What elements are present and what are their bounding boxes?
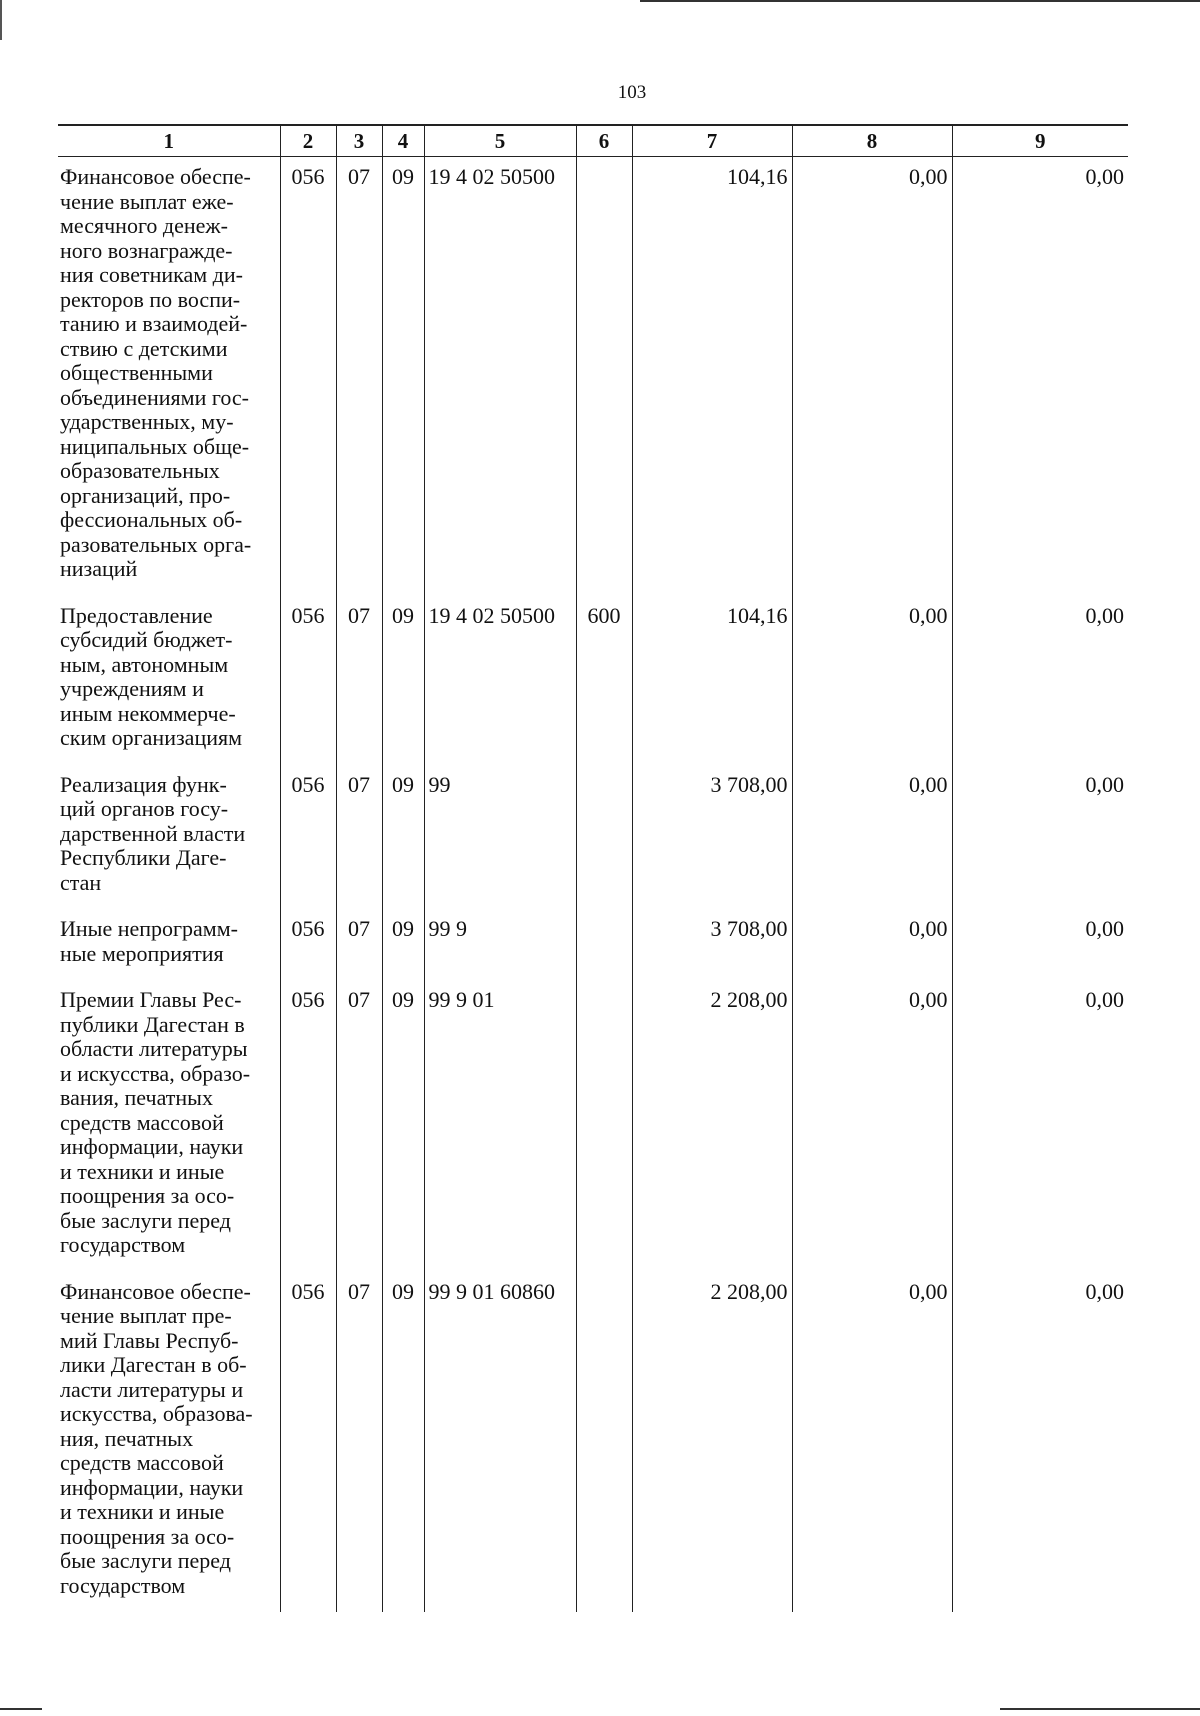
row-name-line: чение выплат пре- bbox=[60, 1303, 232, 1328]
row-ministry-code: 056 bbox=[280, 765, 336, 910]
row-name-line: ния советникам ди- bbox=[60, 262, 243, 287]
row-amount-col7: 3 708,00 bbox=[632, 909, 792, 980]
row-section-code: 07 bbox=[336, 980, 382, 1272]
row-name-line: ния, печатных bbox=[60, 1425, 194, 1451]
row-target-article: 99 9 01 bbox=[424, 980, 576, 1272]
table-row bbox=[58, 765, 1128, 910]
row-amount-col9: 0,00 bbox=[952, 596, 1128, 765]
row-expense-type bbox=[576, 909, 632, 980]
row-name-line: разовательных орга- bbox=[60, 531, 252, 557]
budget-table bbox=[58, 124, 1128, 1612]
row-name-cell bbox=[58, 596, 280, 765]
header-col-6: 6 bbox=[576, 125, 632, 157]
row-name-line: государством bbox=[60, 1572, 186, 1598]
row-name-line: и искусства, образо- bbox=[60, 1060, 251, 1086]
row-target-article: 99 9 01 60860 bbox=[424, 1272, 576, 1613]
row-name-line: месячного денеж- bbox=[60, 213, 228, 238]
header-col-9: 9 bbox=[952, 125, 1128, 157]
row-subsection-code: 09 bbox=[382, 765, 424, 910]
row-name-line: танию и взаимодей- bbox=[60, 311, 248, 336]
row-name-line: Премии Главы Рес- bbox=[60, 987, 242, 1012]
row-name-line: Республики Даге- bbox=[60, 845, 227, 870]
page-number: 103 bbox=[617, 82, 647, 103]
row-amount-col7: 2 208,00 bbox=[632, 1272, 792, 1613]
row-amount-col8: 0,00 bbox=[792, 765, 952, 910]
row-name-line: ного вознагражде- bbox=[60, 237, 233, 263]
row-name-line: мий Главы Респуб- bbox=[60, 1327, 239, 1353]
table-row bbox=[58, 980, 1128, 1272]
table-row bbox=[58, 909, 1128, 980]
row-expense-type bbox=[576, 765, 632, 910]
row-name-line: информации, науки bbox=[60, 1474, 244, 1500]
header-col-3: 3 bbox=[336, 125, 382, 157]
row-name-line: чение выплат еже- bbox=[60, 188, 234, 214]
row-name-line: учреждениям и bbox=[60, 676, 204, 701]
row-name-line: лики Дагестан в об- bbox=[60, 1352, 247, 1377]
row-name-line: стан bbox=[60, 869, 102, 895]
row-name-line: ниципальных обще- bbox=[60, 433, 250, 459]
row-name-line: информации, науки bbox=[60, 1134, 244, 1159]
row-name-line: ций органов госу- bbox=[60, 796, 229, 821]
header-col-2: 2 bbox=[280, 125, 336, 157]
row-ministry-code: 056 bbox=[280, 157, 336, 596]
row-amount-col7: 104,16 bbox=[632, 596, 792, 765]
header-col-5: 5 bbox=[424, 125, 576, 157]
row-subsection-code: 09 bbox=[382, 596, 424, 765]
row-name-line: публики Дагестан в bbox=[60, 1011, 245, 1037]
row-name-cell bbox=[58, 980, 280, 1272]
row-name-line: поощрения за осо- bbox=[60, 1183, 235, 1208]
row-name-line: средств массовой bbox=[60, 1450, 224, 1475]
row-amount-col7: 104,16 bbox=[632, 157, 792, 596]
row-name-line: поощрения за осо- bbox=[60, 1523, 235, 1549]
row-name-line: Иные непрограмм- bbox=[60, 916, 238, 941]
row-name-line: государством bbox=[60, 1232, 186, 1257]
table-row bbox=[58, 157, 1128, 596]
row-expense-type bbox=[576, 157, 632, 596]
row-expense-type bbox=[576, 980, 632, 1272]
row-name-line: бые заслуги перед bbox=[60, 1207, 231, 1233]
row-ministry-code: 056 bbox=[280, 596, 336, 765]
row-name-line: области литературы bbox=[60, 1036, 248, 1061]
row-name-line: ным, автономным bbox=[60, 651, 229, 677]
row-section-code: 07 bbox=[336, 1272, 382, 1613]
row-name-cell bbox=[58, 909, 280, 980]
row-name-cell bbox=[58, 1272, 280, 1613]
row-name-line: и техники и иные bbox=[60, 1499, 225, 1524]
row-section-code: 07 bbox=[336, 909, 382, 980]
row-expense-type bbox=[576, 1272, 632, 1613]
row-name-line: ные мероприятия bbox=[60, 940, 224, 966]
row-amount-col8: 0,00 bbox=[792, 980, 952, 1272]
row-name-line: ским организациям bbox=[60, 725, 243, 750]
row-amount-col8: 0,00 bbox=[792, 157, 952, 596]
row-name-line: организаций, про- bbox=[60, 482, 231, 508]
table-row bbox=[58, 596, 1128, 765]
row-section-code: 07 bbox=[336, 596, 382, 765]
row-name-line: Реализация функ- bbox=[60, 771, 227, 797]
row-name-line: Финансовое обеспе- bbox=[60, 164, 251, 189]
row-name-line: дарственной власти bbox=[60, 820, 246, 846]
row-name-line: общественными bbox=[60, 360, 213, 385]
row-name-line: объединениями гос- bbox=[60, 384, 249, 410]
row-name-line: ласти литературы и bbox=[60, 1376, 244, 1402]
row-name-line: Финансовое обеспе- bbox=[60, 1278, 251, 1304]
header-col-7: 7 bbox=[632, 125, 792, 157]
row-target-article: 99 9 bbox=[424, 909, 576, 980]
row-amount-col9: 0,00 bbox=[952, 157, 1128, 596]
row-amount-col8: 0,00 bbox=[792, 1272, 952, 1613]
table-header-row bbox=[58, 125, 1128, 157]
row-ministry-code: 056 bbox=[280, 1272, 336, 1613]
row-name-line: ствию с детскими bbox=[60, 335, 228, 361]
row-name-line: средств массовой bbox=[60, 1109, 224, 1135]
row-target-article: 19 4 02 50500 bbox=[424, 596, 576, 765]
row-name-line: ректоров по воспи- bbox=[60, 286, 241, 312]
row-name-line: иным некоммерче- bbox=[60, 700, 236, 726]
scan-bottom-rule-left bbox=[0, 1708, 42, 1710]
row-subsection-code: 09 bbox=[382, 909, 424, 980]
scan-top-rule bbox=[640, 0, 1200, 2]
row-name-line: образовательных bbox=[60, 458, 220, 483]
row-section-code: 07 bbox=[336, 765, 382, 910]
row-ministry-code: 056 bbox=[280, 980, 336, 1272]
scan-left-edge bbox=[0, 0, 2, 40]
row-ministry-code: 056 bbox=[280, 909, 336, 980]
row-name-cell bbox=[58, 765, 280, 910]
row-name-line: искусства, образова- bbox=[60, 1401, 253, 1426]
row-subsection-code: 09 bbox=[382, 980, 424, 1272]
row-amount-col7: 2 208,00 bbox=[632, 980, 792, 1272]
row-section-code: 07 bbox=[336, 157, 382, 596]
row-name-line: субсидий бюджет- bbox=[60, 627, 233, 652]
row-name-line: вания, печатных bbox=[60, 1085, 213, 1110]
row-amount-col7: 3 708,00 bbox=[632, 765, 792, 910]
row-amount-col9: 0,00 bbox=[952, 1272, 1128, 1613]
table-row bbox=[58, 1272, 1128, 1613]
row-amount-col9: 0,00 bbox=[952, 980, 1128, 1272]
table-body bbox=[58, 157, 1128, 1613]
header-col-4: 4 bbox=[382, 125, 424, 157]
header-col-1: 1 bbox=[58, 125, 280, 157]
row-amount-col8: 0,00 bbox=[792, 909, 952, 980]
row-subsection-code: 09 bbox=[382, 157, 424, 596]
row-target-article: 19 4 02 50500 bbox=[424, 157, 576, 596]
row-amount-col9: 0,00 bbox=[952, 909, 1128, 980]
row-name-line: Предоставление bbox=[60, 602, 213, 628]
row-amount-col9: 0,00 bbox=[952, 765, 1128, 910]
row-name-line: и техники и иные bbox=[60, 1158, 225, 1184]
row-subsection-code: 09 bbox=[382, 1272, 424, 1613]
row-name-line: ударственных, му- bbox=[60, 409, 234, 434]
row-amount-col8: 0,00 bbox=[792, 596, 952, 765]
row-name-cell bbox=[58, 157, 280, 596]
header-col-8: 8 bbox=[792, 125, 952, 157]
row-name-line: низаций bbox=[60, 556, 138, 581]
row-name-line: бые заслуги перед bbox=[60, 1548, 231, 1573]
row-name-line: фессиональных об- bbox=[60, 507, 243, 532]
row-expense-type: 600 bbox=[576, 596, 632, 765]
row-target-article: 99 bbox=[424, 765, 576, 910]
scan-bottom-rule-right bbox=[1000, 1708, 1200, 1710]
